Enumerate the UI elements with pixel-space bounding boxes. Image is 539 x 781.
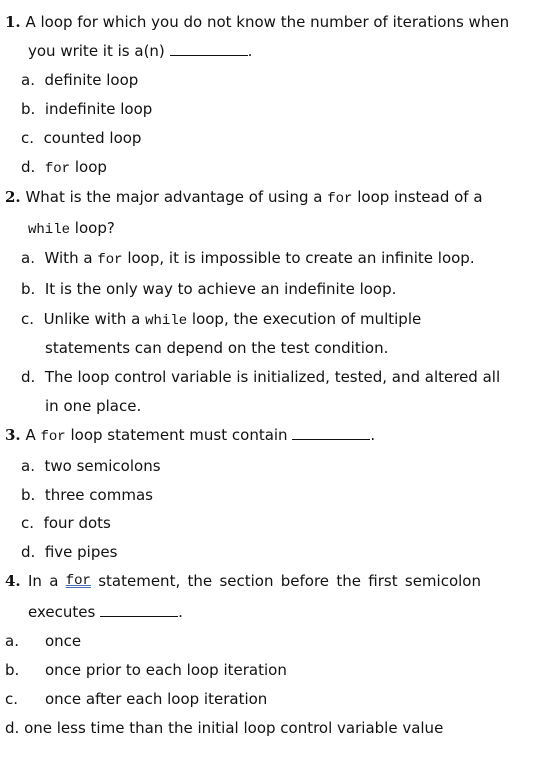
question-number: 1.: [5, 13, 21, 31]
question-text: What is the major advantage of using a: [25, 188, 323, 206]
question-1-line-2: [28, 41, 252, 61]
option-text: once after each loop iteration: [45, 690, 268, 708]
question-text: loop statement must contain: [70, 426, 288, 444]
option-letter: b.: [21, 486, 36, 504]
option-text: in one place.: [45, 397, 142, 415]
q1-option-a: [21, 70, 138, 90]
question-2-line-1: [5, 187, 483, 209]
q2-option-c: [21, 309, 421, 331]
question-4-line-2: [28, 602, 183, 622]
question-4-line-1: [5, 571, 481, 591]
option-text: one less time than the initial loop control variable value: [24, 719, 444, 737]
q1-option-d: [21, 157, 107, 179]
question-1-line-1: [5, 12, 509, 32]
punctuation: .: [370, 426, 376, 444]
option-text: loop, the execution of multiple: [191, 310, 422, 328]
code-keyword: for: [327, 191, 353, 207]
answer-blank: [100, 602, 178, 617]
q1-option-c: [21, 128, 141, 148]
option-letter: d.: [21, 543, 36, 561]
option-letter: b.: [5, 661, 20, 679]
q3-option-b: [21, 485, 153, 505]
option-text: loop: [74, 158, 107, 176]
punctuation: .: [178, 603, 183, 621]
question-text: you write it is a(n): [28, 42, 165, 60]
question-word: In: [27, 572, 42, 590]
q3-option-a: [21, 456, 161, 476]
option-text: once: [45, 632, 82, 650]
q4-option-d: [5, 718, 443, 738]
question-text: executes: [28, 603, 96, 621]
option-text: five pipes: [44, 543, 118, 561]
q2-option-a: [21, 248, 475, 270]
option-letter: a.: [21, 71, 35, 89]
code-keyword: for: [44, 161, 71, 177]
code-keyword: while: [28, 222, 71, 238]
q3-option-c: [21, 513, 111, 533]
question-word: first: [368, 572, 398, 590]
option-text: two semicolons: [44, 457, 161, 475]
option-text: definite loop: [44, 71, 139, 89]
option-text: counted loop: [43, 129, 142, 147]
question-text: loop instead of a: [357, 188, 483, 206]
option-letter: c.: [5, 690, 19, 708]
q3-option-d: [21, 542, 117, 562]
question-number: 4.: [5, 572, 21, 590]
option-text: Unlike with a: [43, 310, 141, 328]
q4-option-a: [5, 631, 81, 651]
question-word: section: [219, 572, 274, 590]
option-text: The loop control variable is initialized, tested, and altered all: [44, 368, 501, 386]
answer-blank: [170, 41, 248, 56]
option-letter: d.: [21, 158, 36, 176]
q4-option-b: [5, 660, 287, 680]
option-letter: d.: [5, 719, 20, 737]
q2-option-d: [21, 367, 500, 387]
question-word: semicolon: [404, 572, 481, 590]
question-number: 3.: [5, 426, 21, 444]
option-letter: a.: [5, 632, 19, 650]
option-letter: d.: [21, 368, 36, 386]
code-keyword: for: [65, 573, 91, 589]
q1-option-b: [21, 99, 152, 119]
code-keyword: for: [40, 429, 66, 445]
option-letter: c.: [21, 514, 35, 532]
q2-option-b: [21, 279, 396, 299]
question-word: the: [187, 572, 213, 590]
punctuation: .: [247, 42, 253, 60]
q2-option-d-line-2: [45, 396, 141, 416]
option-text: With a: [44, 249, 93, 267]
q4-option-c: [5, 689, 267, 709]
option-text: loop, it is impossible to create an infinite loop.: [127, 249, 475, 267]
question-word: the: [336, 572, 361, 590]
answer-blank: [292, 425, 370, 440]
option-text: statements can depend on the test condition.: [45, 339, 389, 357]
question-text: A loop for which you do not know the number of iterations when: [25, 13, 510, 31]
question-word: a: [49, 572, 59, 590]
question-text: loop?: [74, 219, 115, 237]
option-text: indefinite loop: [44, 100, 153, 118]
option-letter: c.: [21, 310, 35, 328]
option-text: once prior to each loop iteration: [45, 661, 287, 679]
question-word: statement,: [98, 572, 181, 590]
question-text: A: [25, 426, 36, 444]
option-letter: a.: [21, 457, 35, 475]
question-2-line-2: [28, 218, 115, 240]
q2-option-c-line-2: [45, 338, 388, 358]
option-text: three commas: [44, 486, 153, 504]
option-text: It is the only way to achieve an indefinite loop.: [44, 280, 397, 298]
option-letter: a.: [21, 249, 35, 267]
code-keyword: while: [145, 313, 188, 329]
question-word: before: [280, 572, 330, 590]
option-letter: c.: [21, 129, 35, 147]
code-keyword: for: [97, 252, 123, 268]
option-letter: b.: [21, 100, 36, 118]
question-number: 2.: [5, 188, 21, 206]
question-3-line-1: [5, 425, 375, 447]
option-text: four dots: [43, 514, 111, 532]
option-letter: b.: [21, 280, 36, 298]
